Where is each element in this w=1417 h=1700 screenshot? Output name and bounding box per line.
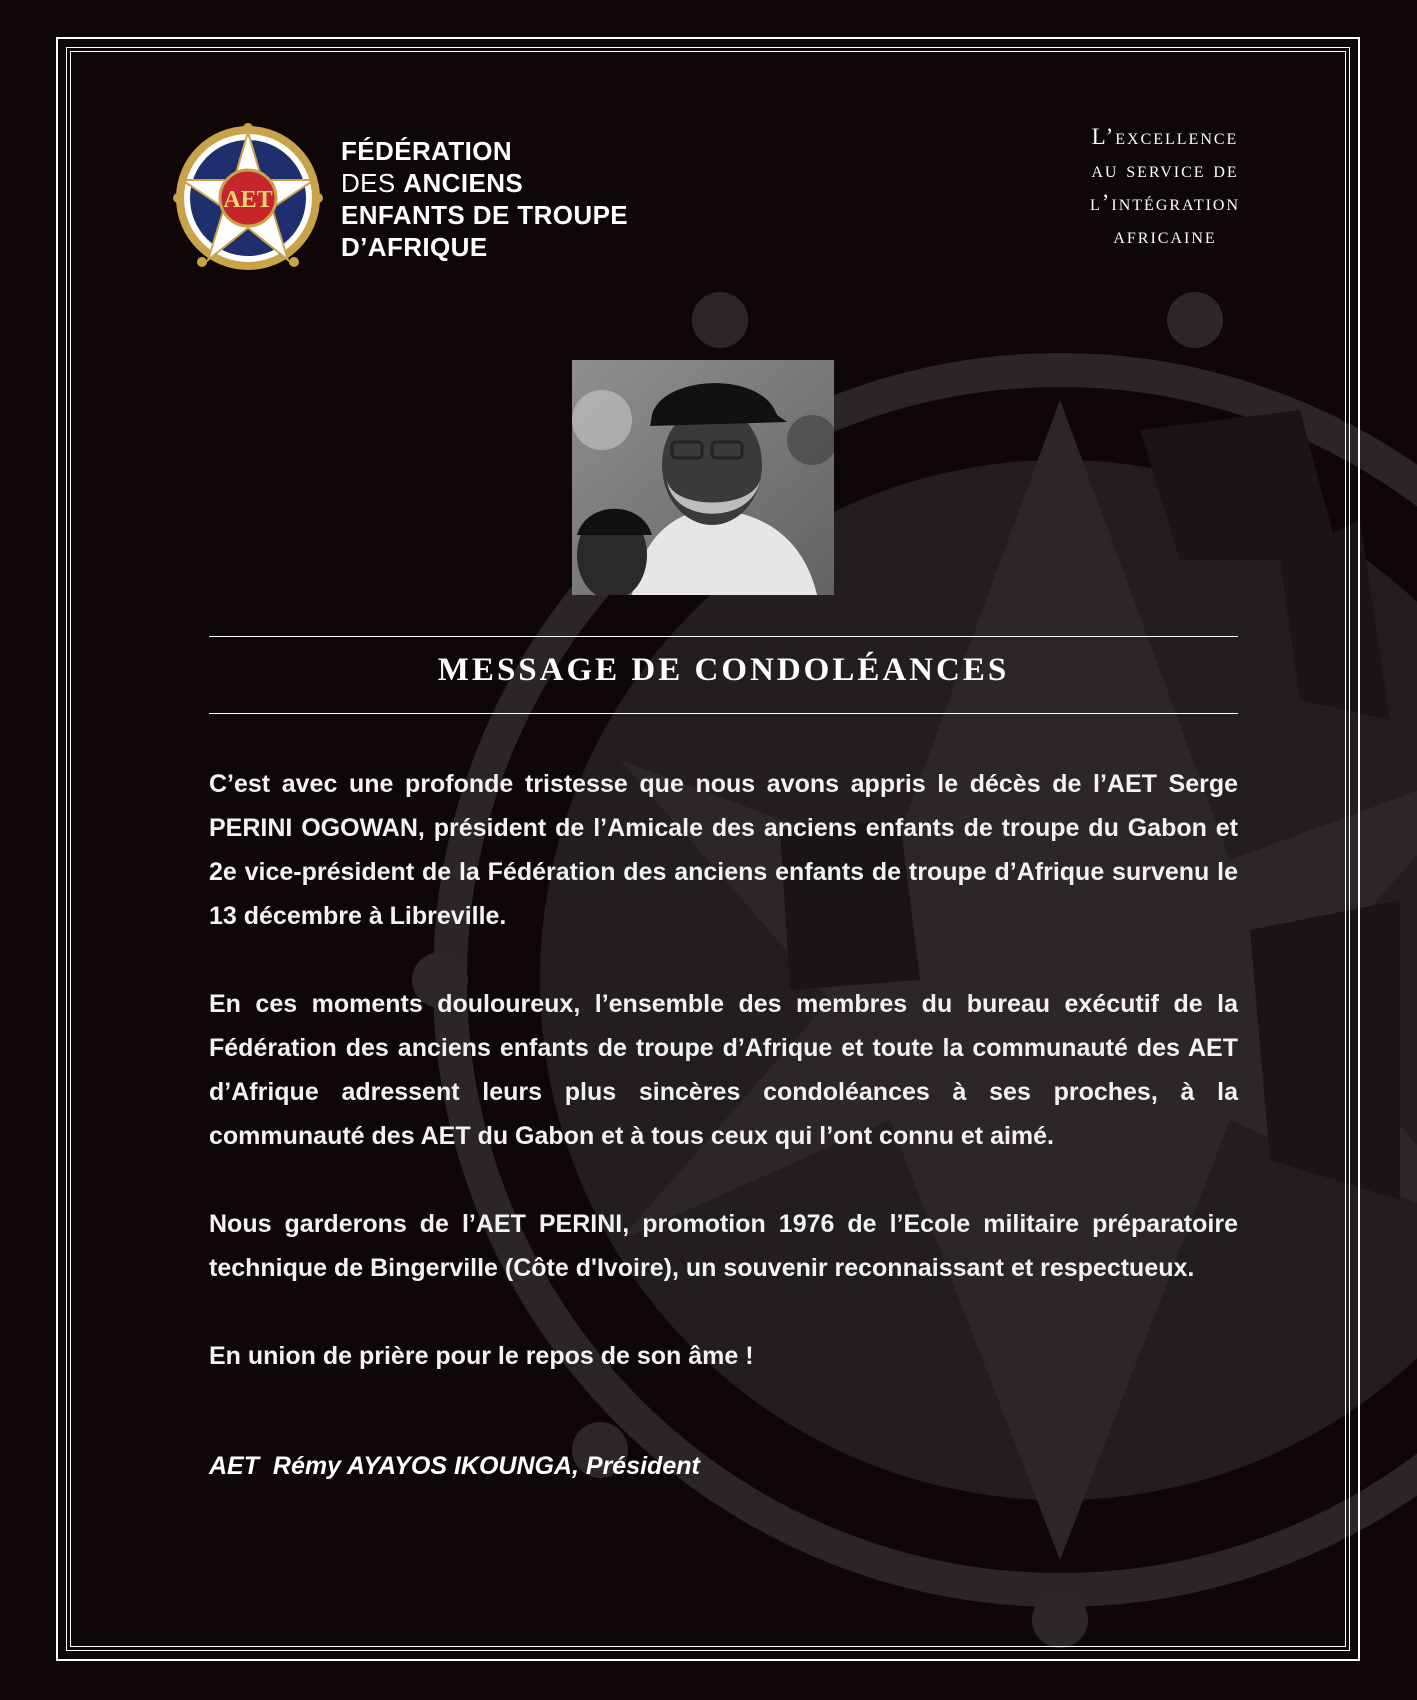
paragraph-3: Nous garderons de l’AET PERINI, promotion 1976 de l’Ecole militaire préparatoire technique de Bingerville (Côte d'Ivoire), un souvenir reconnaissant et respectueux. [209,1210,1238,1282]
motto-line: L’excellence [1091,124,1239,149]
page-title: MESSAGE DE CONDOLÉANCES [437,652,1010,688]
motto-line: au service de [1091,157,1239,182]
federation-logo [172,122,324,274]
paragraph-2: En ces moments douloureux, l’ensemble des membres du bureau exécutif de la Fédération des anciens enfants de troupe d’Afrique et toute la communauté des AET d’Afrique adressent leurs plus sincères condoléances à ses proches, à la communauté des AET du Gabon et à tous ceux qui l’ont connu et aimé. [209,990,1238,1150]
org-name-line3: ENFANTS DE TROUPE [341,200,629,230]
paragraph-1-start: C’est avec une profonde tristesse que nous avons appris le décès de l’AET [209,770,1169,798]
message-body [209,762,1238,1422]
org-name-line2-prefix: DES [341,168,404,198]
motto-line: l’intégration [1089,190,1241,215]
signature: AET Rémy AYAYOS IKOUNGA, Président [209,1452,700,1480]
organization-name [341,135,671,263]
org-name-line2-bold: ANCIENS [403,168,524,198]
paragraph-4: En union de prière pour le repos de son âme ! [209,1342,754,1370]
motto [1020,120,1310,252]
paragraph-1 [209,762,1238,938]
title-rule-top [209,636,1238,637]
logo-text: AET [223,187,273,213]
portrait-photo [572,360,834,595]
motto-line: africaine [1113,223,1217,248]
org-name-line4: D’AFRIQUE [341,232,488,262]
title-rule-bottom [209,713,1238,714]
paragraph-1-end: , président de l’Amicale des anciens enfants de troupe du Gabon et 2e vice-président de la Fédération des anciens enfants de troupe d’Afrique survenu le 13 décembre à Libreville. [209,814,1238,930]
org-name-line2 [341,167,671,199]
deceased-name: Serge PERINI OGOWAN [209,770,1238,842]
org-name-line1: FÉDÉRATION [341,136,513,166]
